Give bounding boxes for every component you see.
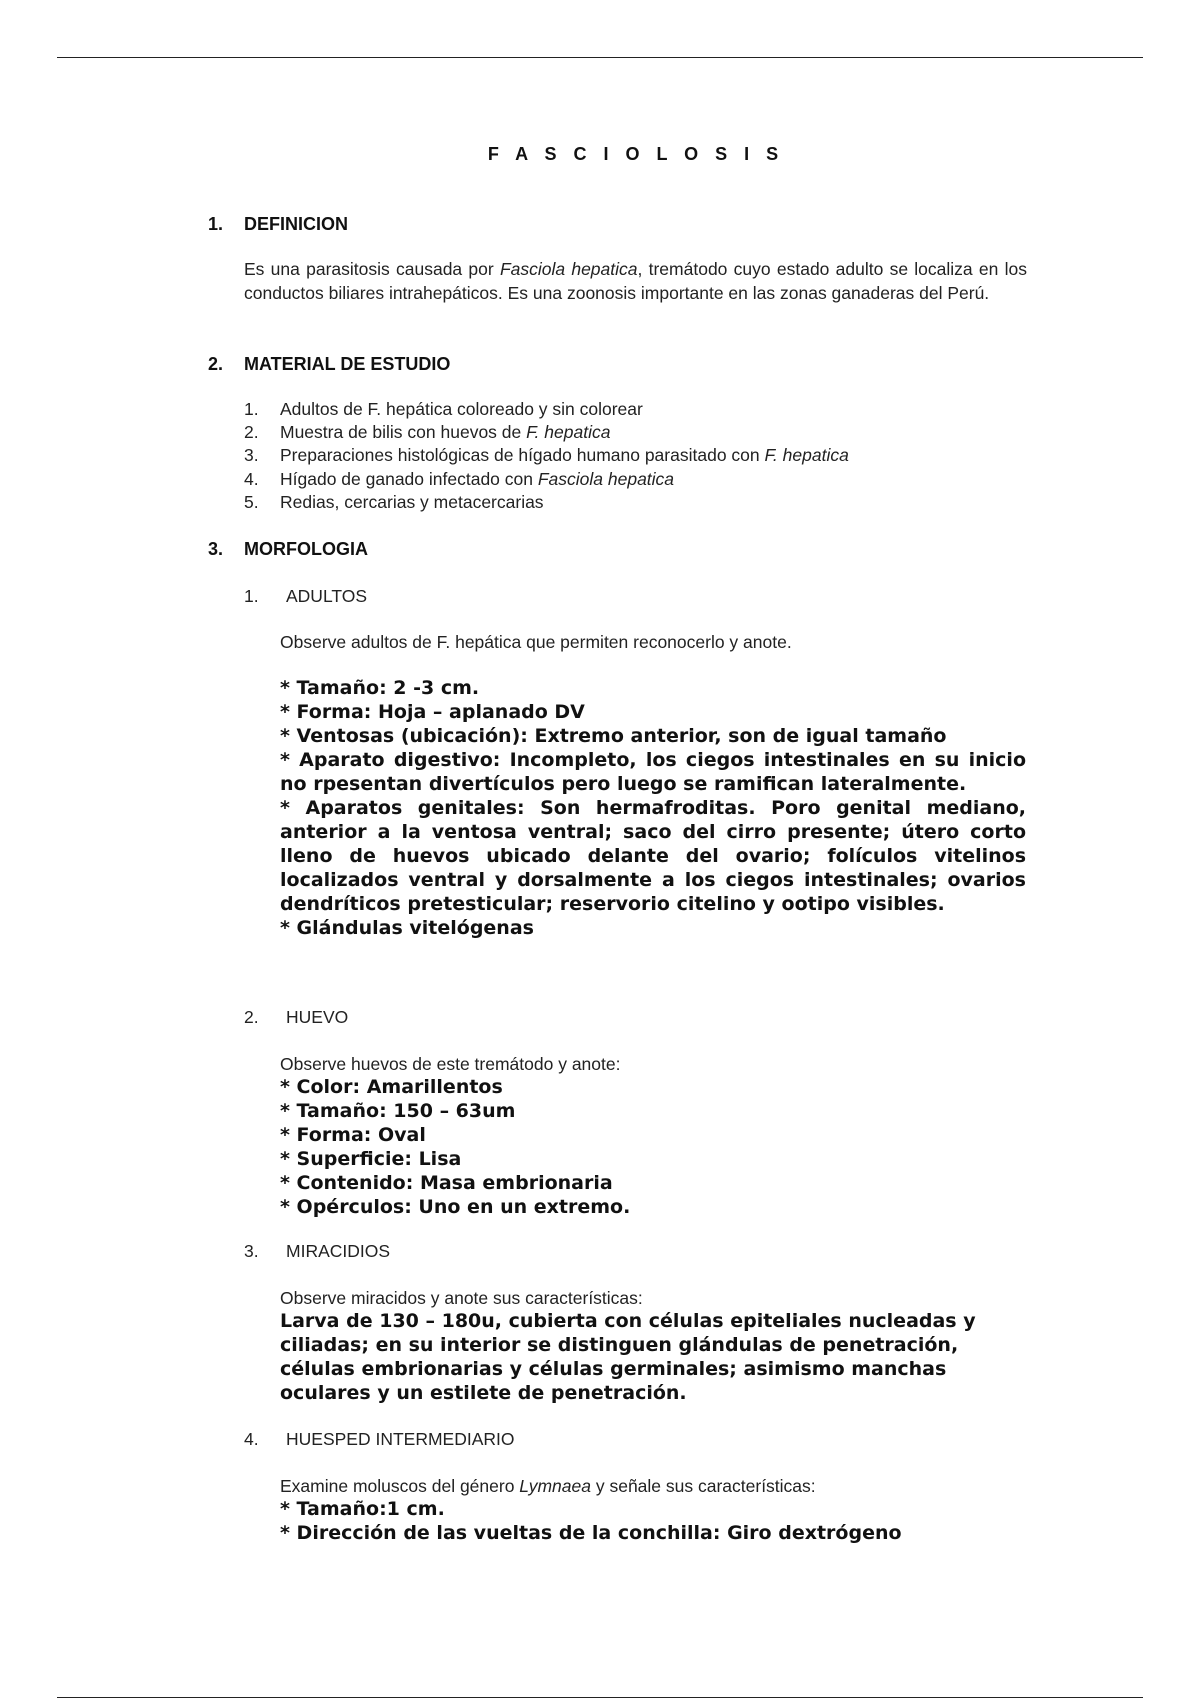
characteristic-line: * Ventosas (ubicación): Extremo anterior, son de igual tamaño <box>280 725 947 747</box>
subsection-miracidios-heading: 3. MIRACIDIOS <box>244 1241 391 1261</box>
top-rule <box>57 57 1143 58</box>
characteristic-line: * Aparatos genitales: Son hermafroditas. Poro genital mediano, anterior a la ventosa ventral; saco del cirro presente; útero corto lleno de huevos ubicado delante del ovario; folículos vitelinos localizados ventral y dorsalmente a los ciegos intestinales; ovarios dendríticos pretesticular; reservorio citelino y ootipo visibles. <box>280 797 1026 915</box>
characteristic-line: * Contenido: Masa embrionaria <box>280 1172 613 1194</box>
description-line: ciliadas; en su interior se distinguen glándulas de penetración, <box>280 1334 959 1356</box>
miracidios-intro: Observe miracidos y anote sus características: <box>280 1288 643 1308</box>
page-title: F A S C I O L O S I S <box>487 144 785 164</box>
huevo-characteristics <box>280 1075 1026 1219</box>
section-definicion-heading <box>208 213 348 235</box>
list-item: 1. Adultos de F. hepática coloreado y sin colorear <box>244 399 643 419</box>
characteristic-line: * Opérculos: Uno en un extremo. <box>280 1196 631 1218</box>
characteristic-line: * Tamaño: 2 -3 cm. <box>280 677 480 699</box>
description-line: células embrionarias y células germinales; asimismo manchas <box>280 1358 947 1380</box>
section-title: MORFOLOGIA <box>244 539 368 559</box>
adultos-intro: Observe adultos de F. hepática que permiten reconocerlo y anote. <box>280 632 792 652</box>
definicion-paragraph: Es una parasitosis causada por Fasciola hepatica, tremátodo cuyo estado adulto se localiza en los conductos biliares intrahepáticos. Es una zoonosis importante en las zonas ganaderas del Perú. <box>244 259 1027 303</box>
material-list <box>244 398 849 514</box>
section-number: 2. <box>208 354 224 374</box>
adultos-characteristics <box>280 676 1026 940</box>
miracidios-description <box>280 1309 1026 1405</box>
section-material-heading <box>208 353 450 375</box>
list-item: 2. Muestra de bilis con huevos de F. hepatica <box>244 422 611 443</box>
section-number: 3. <box>208 539 224 559</box>
characteristic-line: * Forma: Hoja – aplanado DV <box>280 701 585 723</box>
characteristic-line: * Tamaño:1 cm. <box>280 1498 445 1520</box>
huevo-intro: Observe huevos de este tremátodo y anote: <box>280 1054 621 1074</box>
characteristic-line: * Superficie: Lisa <box>280 1148 462 1170</box>
list-item: 5. Redias, cercarias y metacercarias <box>244 491 544 512</box>
list-item: 3. Preparaciones histológicas de hígado humano parasitado con F. hepatica <box>244 445 849 466</box>
characteristic-line: * Tamaño: 150 – 63um <box>280 1100 516 1122</box>
subsection-adultos-heading: 1. ADULTOS <box>244 586 368 606</box>
list-item: 4. Hígado de ganado infectado con Fasciola hepatica <box>244 468 675 489</box>
description-line: Larva de 130 – 180u, cubierta con células epiteliales nucleadas y <box>280 1310 976 1332</box>
bottom-rule <box>57 1697 1143 1698</box>
section-morfologia-heading <box>208 538 368 560</box>
subsection-huevo-heading: 2. HUEVO <box>244 1007 349 1027</box>
section-number: 1. <box>208 214 224 234</box>
characteristic-line: * Forma: Oval <box>280 1124 426 1146</box>
section-title: DEFINICION <box>244 214 349 234</box>
characteristic-line: * Dirección de las vueltas de la conchilla: Giro dextrógeno <box>280 1522 902 1544</box>
subsection-huesped-heading: 4. HUESPED INTERMEDIARIO <box>244 1429 515 1449</box>
huesped-intro: Examine moluscos del género Lymnaea y señale sus características: <box>280 1476 816 1496</box>
genus-name: Lymnaea <box>519 1476 591 1496</box>
species-name: Fasciola hepatica <box>499 259 638 279</box>
huesped-characteristics <box>280 1497 1026 1545</box>
characteristic-line: * Aparato digestivo: Incompleto, los ciegos intestinales en su inicio no rpesentan divertículos pero luego se ramifican lateralmente. <box>280 749 1026 795</box>
characteristic-line: * Glándulas vitelógenas <box>280 917 534 939</box>
section-title: MATERIAL DE ESTUDIO <box>244 354 451 374</box>
description-line: oculares y un estilete de penetración. <box>280 1382 687 1404</box>
characteristic-line: * Color: Amarillentos <box>280 1076 503 1098</box>
